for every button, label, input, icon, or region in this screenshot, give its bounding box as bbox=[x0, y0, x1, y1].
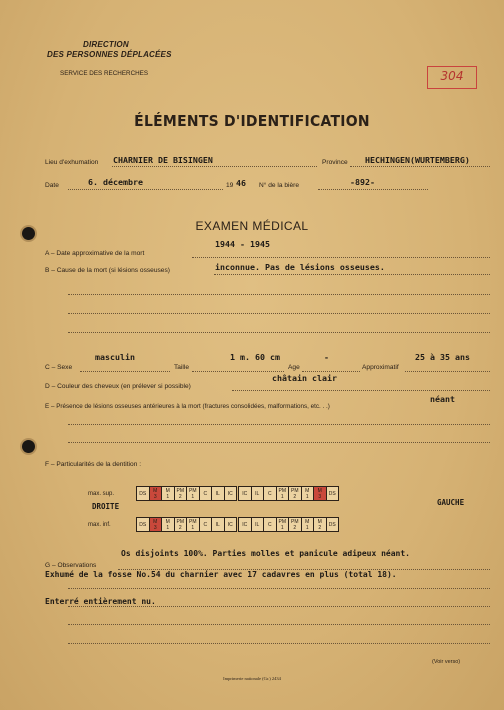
lower-teeth-chart bbox=[137, 517, 339, 532]
tooth-label: IL bbox=[255, 521, 260, 528]
date-year-prefix: 19 bbox=[226, 182, 234, 189]
biere-value: -892- bbox=[350, 177, 375, 187]
g-line2: Exhumé de la fosse No.54 du charnier avec 17 cadavres en plus (total 18). bbox=[45, 570, 397, 579]
date-label: Date bbox=[45, 182, 59, 189]
droite-label: DROITE bbox=[92, 502, 120, 511]
province-value: HECHINGEN(WURTEMBERG) bbox=[365, 155, 470, 165]
g-line1: Os disjoints 100%. Parties molles et panicule adipeux néant. bbox=[121, 549, 410, 558]
tooth-label: C bbox=[203, 521, 208, 528]
taille-value: 1 m. 60 cm bbox=[230, 352, 280, 362]
tooth-label: PM bbox=[278, 487, 286, 494]
age-value: - bbox=[324, 352, 329, 362]
tooth-cell bbox=[199, 517, 213, 532]
tooth-cell bbox=[263, 486, 277, 501]
tooth-cell bbox=[161, 517, 175, 532]
tooth-label: M bbox=[165, 487, 170, 494]
tooth-cell bbox=[313, 517, 327, 532]
tooth-cell bbox=[263, 517, 277, 532]
tooth-cell bbox=[136, 486, 150, 501]
tooth-number: 3 bbox=[153, 493, 157, 500]
tooth-number: 2 bbox=[178, 493, 182, 500]
tooth-cell bbox=[288, 486, 302, 501]
tooth-cell bbox=[276, 517, 290, 532]
tooth-label: C bbox=[267, 490, 272, 497]
a-value: 1944 - 1945 bbox=[215, 239, 270, 249]
biere-label: N° de la bière bbox=[259, 182, 300, 189]
tooth-number: 1 bbox=[280, 493, 284, 500]
b-label: B – Cause de la mort (si lésions osseuses) bbox=[45, 267, 170, 274]
tooth-label: IL bbox=[215, 490, 220, 497]
max-sup-label: max. sup. bbox=[88, 491, 115, 497]
tooth-label: M bbox=[317, 518, 322, 525]
age-label: Age bbox=[288, 364, 300, 371]
tooth-label: IC bbox=[227, 490, 233, 497]
stamp-number: 304 bbox=[427, 66, 477, 89]
tooth-number: 1 bbox=[191, 524, 195, 531]
page-title: ÉLÉMENTS D'IDENTIFICATION bbox=[134, 112, 370, 130]
tooth-cell bbox=[301, 517, 315, 532]
d-label: D – Couleur des cheveux (en prélever si possible) bbox=[45, 383, 191, 390]
tooth-number: 1 bbox=[305, 524, 309, 531]
tooth-cell bbox=[199, 486, 213, 501]
tooth-label: M bbox=[317, 487, 322, 494]
tooth-label: IL bbox=[215, 521, 220, 528]
tooth-label: PM bbox=[189, 487, 197, 494]
tooth-cell bbox=[313, 486, 327, 501]
printer-note: Imprimerie nationale (Gr.) 2434 bbox=[223, 676, 281, 681]
tooth-label: C bbox=[267, 521, 272, 528]
tooth-cell bbox=[251, 486, 265, 501]
header-service: SERVICE DES RECHERCHES bbox=[60, 70, 149, 77]
lieu-label: Lieu d'exhumation bbox=[45, 159, 99, 166]
header-personnes-deplacees: DES PERSONNES DÉPLACÉES bbox=[47, 50, 172, 59]
a-label: A – Date approximative de la mort bbox=[45, 250, 145, 257]
tooth-cell bbox=[211, 517, 225, 532]
tooth-cell bbox=[326, 517, 340, 532]
tooth-cell bbox=[224, 517, 238, 532]
d-value: châtain clair bbox=[272, 373, 337, 383]
taille-label: Taille bbox=[174, 364, 190, 371]
tooth-label: PM bbox=[176, 487, 184, 494]
e-label: E – Présence de lésions osseuses antérieures à la mort (fractures consolidées, malformations, etc. . .) bbox=[45, 403, 330, 410]
tooth-cell bbox=[211, 486, 225, 501]
tooth-number: 1 bbox=[191, 493, 195, 500]
tooth-number: 2 bbox=[293, 493, 297, 500]
tooth-cell bbox=[251, 517, 265, 532]
approx-value: 25 à 35 ans bbox=[415, 352, 470, 362]
tooth-cell bbox=[149, 517, 163, 532]
tooth-label: M bbox=[153, 487, 158, 494]
tooth-label: IC bbox=[227, 521, 233, 528]
tooth-number: 1 bbox=[166, 493, 170, 500]
tooth-number: 3 bbox=[153, 524, 157, 531]
sexe-value: masculin bbox=[95, 352, 135, 362]
c-label: C – Sexe bbox=[45, 364, 73, 371]
date-year-value: 46 bbox=[236, 178, 246, 188]
tooth-cell bbox=[174, 486, 188, 501]
e-value: néant bbox=[430, 394, 455, 404]
f-label: F – Particularités de la dentition : bbox=[45, 461, 142, 468]
upper-teeth-chart bbox=[137, 486, 339, 501]
tooth-cell bbox=[186, 486, 200, 501]
tooth-label: M bbox=[305, 487, 310, 494]
g-line3: Enterré entièrement nu. bbox=[45, 597, 156, 606]
province-label: Province bbox=[322, 159, 348, 166]
tooth-number: 2 bbox=[178, 524, 182, 531]
tooth-label: PM bbox=[189, 518, 197, 525]
examen-medical-title: EXAMEN MÉDICAL bbox=[195, 219, 309, 233]
tooth-cell bbox=[186, 517, 200, 532]
tooth-cell bbox=[238, 517, 252, 532]
tooth-label: PM bbox=[176, 518, 184, 525]
tooth-cell bbox=[326, 486, 340, 501]
tooth-number: 1 bbox=[305, 493, 309, 500]
tooth-label: PM bbox=[291, 518, 299, 525]
tooth-label: M bbox=[305, 518, 310, 525]
tooth-label: PM bbox=[278, 518, 286, 525]
tooth-number: 1 bbox=[280, 524, 284, 531]
g-label: G – Observations bbox=[45, 562, 97, 569]
tooth-cell bbox=[224, 486, 238, 501]
tooth-cell bbox=[149, 486, 163, 501]
gauche-label: GAUCHE bbox=[437, 498, 465, 507]
tooth-label: PM bbox=[291, 487, 299, 494]
tooth-cell bbox=[288, 517, 302, 532]
tooth-label: DS bbox=[328, 490, 336, 497]
tooth-label: IC bbox=[242, 521, 248, 528]
tooth-label: IL bbox=[255, 490, 260, 497]
lieu-value: CHARNIER DE BISINGEN bbox=[113, 155, 213, 165]
tooth-label: DS bbox=[139, 490, 147, 497]
tooth-label: C bbox=[203, 490, 208, 497]
tooth-label: IC bbox=[242, 490, 248, 497]
tooth-cell bbox=[136, 517, 150, 532]
tooth-number: 3 bbox=[318, 493, 322, 500]
tooth-label: DS bbox=[328, 521, 336, 528]
tooth-number: 2 bbox=[318, 524, 322, 531]
tooth-cell bbox=[238, 486, 252, 501]
approx-label: Approximatif bbox=[362, 364, 399, 371]
max-inf-label: max. inf. bbox=[88, 522, 111, 528]
tooth-number: 2 bbox=[293, 524, 297, 531]
tooth-number: 1 bbox=[166, 524, 170, 531]
header-direction: DIRECTION bbox=[83, 40, 129, 49]
tooth-cell bbox=[301, 486, 315, 501]
tooth-cell bbox=[276, 486, 290, 501]
tooth-cell bbox=[161, 486, 175, 501]
tooth-label: M bbox=[165, 518, 170, 525]
b-value: inconnue. Pas de lésions osseuses. bbox=[215, 262, 385, 272]
tooth-label: M bbox=[153, 518, 158, 525]
punch-hole-bottom bbox=[22, 440, 35, 453]
tooth-cell bbox=[174, 517, 188, 532]
punch-hole-top bbox=[22, 227, 35, 240]
tooth-label: DS bbox=[139, 521, 147, 528]
voir-verso: (Voir verso) bbox=[432, 659, 461, 665]
date-day-value: 6. décembre bbox=[88, 177, 143, 187]
